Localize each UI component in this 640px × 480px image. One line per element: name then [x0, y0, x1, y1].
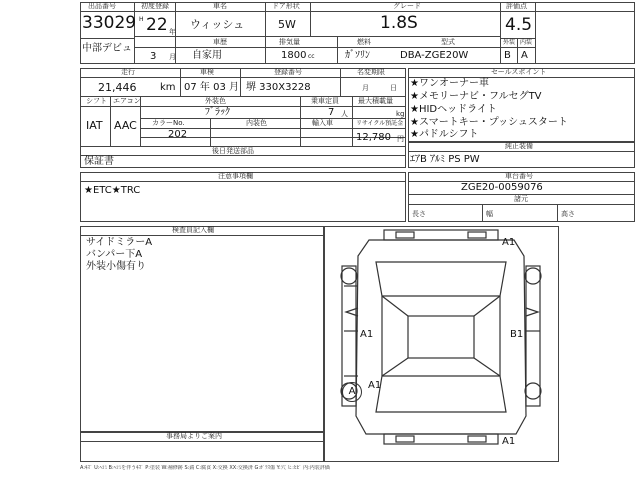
ac-label: エアコン — [113, 97, 141, 105]
notes-label: 注意事項欄 — [218, 172, 253, 180]
door-label: ドア形状 — [272, 2, 300, 10]
model-type: DBA-ZGE20W — [400, 50, 469, 61]
plate-number: 堺 330X3228 — [246, 82, 311, 93]
grade: 1.8S — [380, 13, 418, 33]
model-type-label: 型式 — [441, 38, 455, 46]
width-label: 幅 — [486, 210, 493, 218]
damage-mark-rear-left: A1 — [368, 380, 382, 391]
month-suffix: 月 — [169, 53, 176, 61]
usage-label: 車歴 — [213, 38, 227, 46]
int-grade: A — [521, 50, 528, 61]
inspector-note-1: サイドミラーA — [86, 237, 153, 248]
load-label: 最大積載量 — [358, 97, 393, 105]
score-label: 評価点 — [506, 2, 527, 10]
recycle-unit: 円 — [397, 135, 404, 143]
displacement: 1800 — [281, 50, 307, 61]
score: 4.5 — [505, 15, 533, 35]
legend: A:ｷｽﾞ U:ﾍｺﾐ B:ﾍｺﾐを伴うｷｽﾞ P:塗装 W:補修跡 S:錆 C:腐食 X:交換 XX:交換済 G:ｶﾞﾗｽ傷 Y:穴 ヒ:ﾋﾋﾞ 内:内装評価 — [80, 465, 330, 471]
load-unit: kg — [396, 110, 405, 118]
capacity-unit: 人 — [341, 110, 348, 118]
int-color-label: 内装色 — [246, 119, 267, 127]
ext-label: 外装 — [503, 39, 516, 46]
inspector-label: 検査員記入欄 — [172, 226, 214, 234]
sales-label: セールスポイント — [491, 68, 547, 76]
color-no: 202 — [168, 129, 188, 140]
inspector-note-3: 外装小傷有り — [86, 261, 146, 272]
color: ﾌﾞﾗｯｸ — [205, 107, 230, 118]
aftermarket: 保証書 — [84, 156, 114, 167]
chassis-label: 車台番号 — [505, 172, 533, 180]
era-prefix: H — [139, 16, 144, 23]
car-name: ウィッシュ — [190, 18, 245, 31]
door-type: 5W — [278, 18, 296, 31]
color-no-label: カラーNo. — [152, 119, 185, 127]
sales-point-1: ★ワンオーナー車 — [410, 78, 489, 89]
sales-point-4: ★スマートキー・プッシュスタート — [410, 117, 568, 128]
aftermarket-label: 後日発送部品 — [212, 147, 254, 155]
shift: IAT — [86, 119, 103, 132]
equip: ｴｱB ｱﾙﾐ PS PW — [410, 154, 480, 165]
name-change-month: 月 — [362, 84, 369, 92]
name-change-label: 名変期限 — [357, 68, 385, 76]
inspector-note-2: バンパー下A — [86, 249, 143, 260]
height-label: 高さ — [561, 210, 575, 218]
ac: AAC — [114, 119, 137, 132]
capacity: 7 — [328, 107, 335, 118]
fuel: ｶﾞｿﾘﾝ — [345, 50, 370, 61]
inspection-date: 07 年 03 月 — [184, 82, 239, 93]
reg-month: 3 — [150, 51, 157, 62]
displacement-unit: cc — [308, 53, 315, 60]
usage: 自家用 — [192, 50, 222, 61]
color-label: 外装色 — [205, 97, 226, 105]
damage-mark-right: B1 — [510, 329, 524, 340]
fuel-label: 燃料 — [357, 38, 371, 46]
sales-point-2: ★メモリーナビ・フルセグTV — [410, 91, 542, 102]
equip-label: 純正装備 — [505, 142, 533, 150]
office-label: 事務局よりご案内 — [166, 432, 222, 440]
mileage: 21,446 — [98, 81, 137, 94]
dims-label: 諸元 — [514, 195, 528, 203]
damage-mark-rear-right: A1 — [502, 436, 516, 447]
chassis-number: ZGE20-0059076 — [461, 182, 543, 193]
sales-point-5: ★パドルシフト — [410, 129, 479, 140]
displacement-label: 排気量 — [279, 38, 300, 46]
grade-label: グレード — [393, 2, 421, 10]
damage-mark-left: A1 — [360, 329, 374, 340]
sales-point-3: ★HIDヘッドライト — [410, 104, 497, 115]
import-label: 輸入車 — [312, 119, 333, 127]
capacity-label: 乗車定員 — [311, 97, 339, 105]
recycle-fee: 12,780 — [356, 132, 391, 143]
notes: ★ETC★TRC — [84, 185, 141, 196]
length-label: 長さ — [412, 210, 426, 218]
shift-label: シフト — [86, 97, 107, 105]
ext-grade: B — [504, 50, 511, 61]
name-change-day: 日 — [390, 84, 397, 92]
mileage-unit: km — [160, 82, 176, 93]
inspection-label: 車検 — [200, 68, 214, 76]
plate-label: 登録番号 — [274, 68, 302, 76]
damage-circle-mark: A — [342, 382, 362, 402]
model-change: 中部デビュ — [82, 43, 132, 54]
car-name-label: 車名 — [213, 2, 227, 10]
lot-number: 33029 — [82, 13, 137, 33]
lot-label: 出品番号 — [88, 2, 116, 10]
mileage-label: 走行 — [121, 68, 135, 76]
first-reg-label: 初度登録 — [141, 2, 169, 10]
year-suffix: 年 — [169, 28, 176, 36]
int-label: 内装 — [520, 39, 533, 46]
reg-year: 22 — [146, 15, 168, 35]
recycle-label: リサイクル預託金 — [356, 120, 404, 127]
damage-mark-front-right: A1 — [502, 237, 516, 248]
